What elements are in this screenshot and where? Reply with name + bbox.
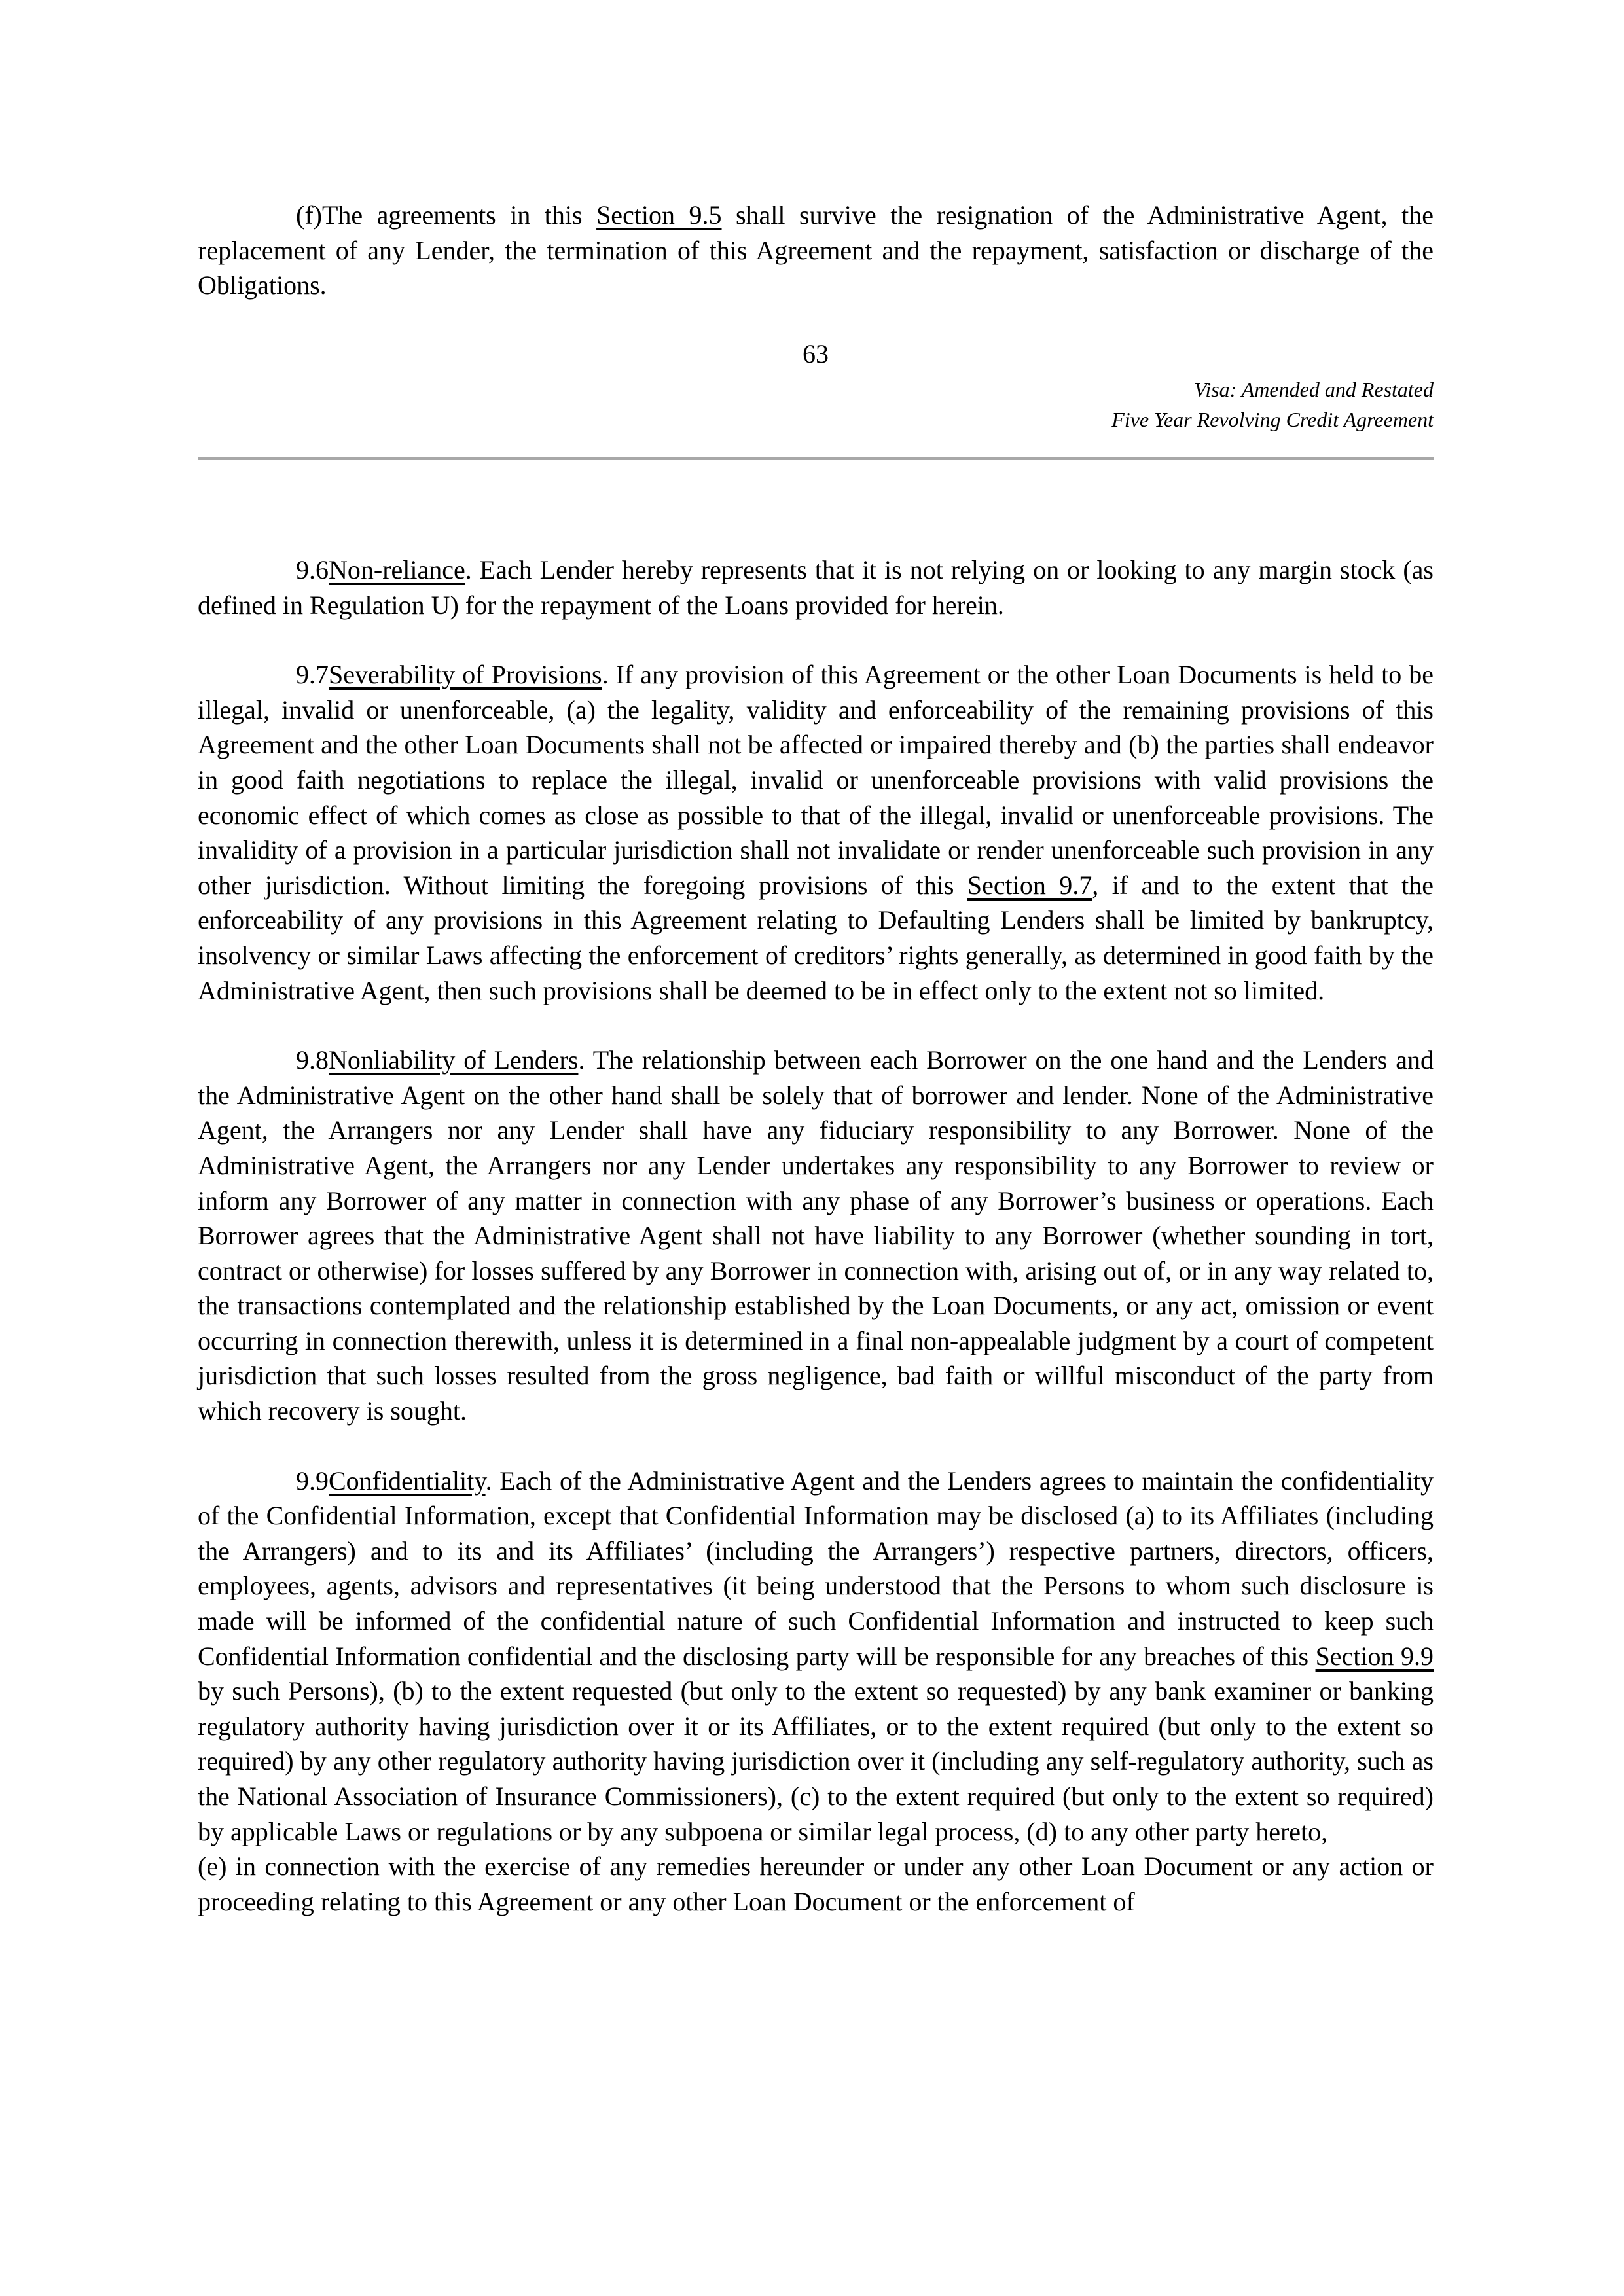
- page-number: 63: [803, 339, 829, 368]
- section-number: 9.7: [296, 660, 329, 690]
- section-title: Non-reliance: [329, 555, 465, 584]
- section-text: , if and to the extent that the enforceability of any provisions in this Agreement relating to Defaulting Lenders shall be limited by bankruptcy, insolvency or similar Laws affecting the enforcement of creditors’ rights generally, as determined in good faith by the Administrative Agent, then such provisions shall be deemed to be in effect only to the extent not so limited.: [198, 870, 1434, 1005]
- section-title: Severability of Provisions: [329, 660, 602, 690]
- section-title: Confidentiality: [329, 1465, 486, 1496]
- section-9-5-f-paragraph: [198, 198, 1434, 303]
- section-9-6: [198, 552, 1434, 622]
- section-number: 9.6: [296, 555, 329, 584]
- section-9-9-continuation: (e) in connection with the exercise of any remedies hereunder or under any other Loan Document or any action or proceeding relating to this Agreement or any other Loan Document or the enforcement of: [198, 1852, 1434, 1916]
- page-break-rule: [198, 457, 1434, 460]
- section-text: . If any provision of this Agreement or the other Loan Documents is held to be illegal, invalid or unenforceable, (a) the legality, validity and enforceability of the remaining provisions of this Agreement and the other Loan Documents shall not be affected or impaired thereby and (b) the parties shall endeavor in good faith negotiations to replace the illegal, invalid or unenforceable provisions with valid provisions the economic effect of which comes as close as possible to that of the illegal, invalid or unenforceable provisions. The invalidity of a provision in a particular jurisdiction shall not invalidate or render unenforceable such provision in any other jurisdiction. Without limiting the foregoing provisions of this: [198, 660, 1434, 900]
- section-text: . Each of the Administrative Agent and the Lenders agrees to maintain the confidentiality of the Confidential Information, except that Confidential Information may be disclosed (a) to its Affiliates (including the Arrangers) and to its and its Affiliates’ (including the Arrangers’) respective partners, directors, officers, employees, agents, advisors and representatives (it being understood that the Persons to whom such disclosure is made will be informed of the confidential nature of such Confidential Information and instructed to keep such Confidential Information confidential and the disclosing party will be responsible for any breaches of this: [198, 1465, 1434, 1671]
- document-title-footer: [1111, 374, 1434, 435]
- section-number: 9.9: [296, 1465, 329, 1496]
- section-number: 9.8: [296, 1045, 329, 1075]
- section-9-7-link[interactable]: Section 9.7: [967, 870, 1092, 900]
- section-text: . Each Lender hereby represents that it is not relying on or looking to any margin stock (as defined in Regulation U) for the repayment of the Loans provided for herein.: [198, 555, 1434, 620]
- sections-body: [198, 552, 1434, 1919]
- section-9-8: [198, 1043, 1434, 1429]
- paragraph-text: (f)The agreements in this: [296, 200, 597, 230]
- section-9-9: [198, 1463, 1434, 1850]
- section-9-7: [198, 657, 1434, 1008]
- section-text: by such Persons), (b) to the extent requested (but only to the extent so requested) by any bank examiner or banking regulatory authority having jurisdiction over it or its Affiliates, or to the extent required (but only to the extent so required) by any other regulatory authority having jurisdiction over it (including any self-regulatory authority, such as the National Association of Insurance Commissioners), (c) to the extent required (but only to the extent so required) by applicable Laws or regulations or by any subpoena or similar legal process, (d) to any other party hereto,: [198, 1676, 1434, 1846]
- section-9-5-link[interactable]: Section 9.5: [596, 200, 722, 230]
- section-9-9-link[interactable]: Section 9.9: [1315, 1641, 1434, 1671]
- document-title-line-2: Five Year Revolving Credit Agreement: [1111, 408, 1434, 431]
- section-title: Nonliability of Lenders: [329, 1045, 579, 1075]
- section-text: . The relationship between each Borrower on the one hand and the Lenders and the Administrative Agent on the other hand shall be solely that of borrower and lender. None of the Administrative Agent, the Arrangers nor any Lender shall have any fiduciary responsibility to any Borrower. None of the Administrative Agent, the Arrangers nor any Lender undertakes any responsibility to any Borrower to review or inform any Borrower of any matter in connection with any phase of any Borrower’s business or operations. Each Borrower agrees that the Administrative Agent shall not have liability to any Borrower (whether sounding in tort, contract or otherwise) for losses suffered by any Borrower in connection with, arising out of, or in any way related to, the transactions contemplated and the relationship established by the Loan Documents, or any act, omission or event occurring in connection therewith, unless it is determined in a final non-appealable judgment by a court of competent jurisdiction that such losses resulted from the gross negligence, bad faith or willful misconduct of the party from which recovery is sought.: [198, 1045, 1434, 1426]
- paragraph-text: shall survive the resignation of the Administrative Agent, the replacement of any Lender, the termination of this Agreement and the repayment, satisfaction or discharge of the Obligations.: [198, 200, 1434, 300]
- document-title-line-1: Visa: Amended and Restated: [1194, 378, 1434, 401]
